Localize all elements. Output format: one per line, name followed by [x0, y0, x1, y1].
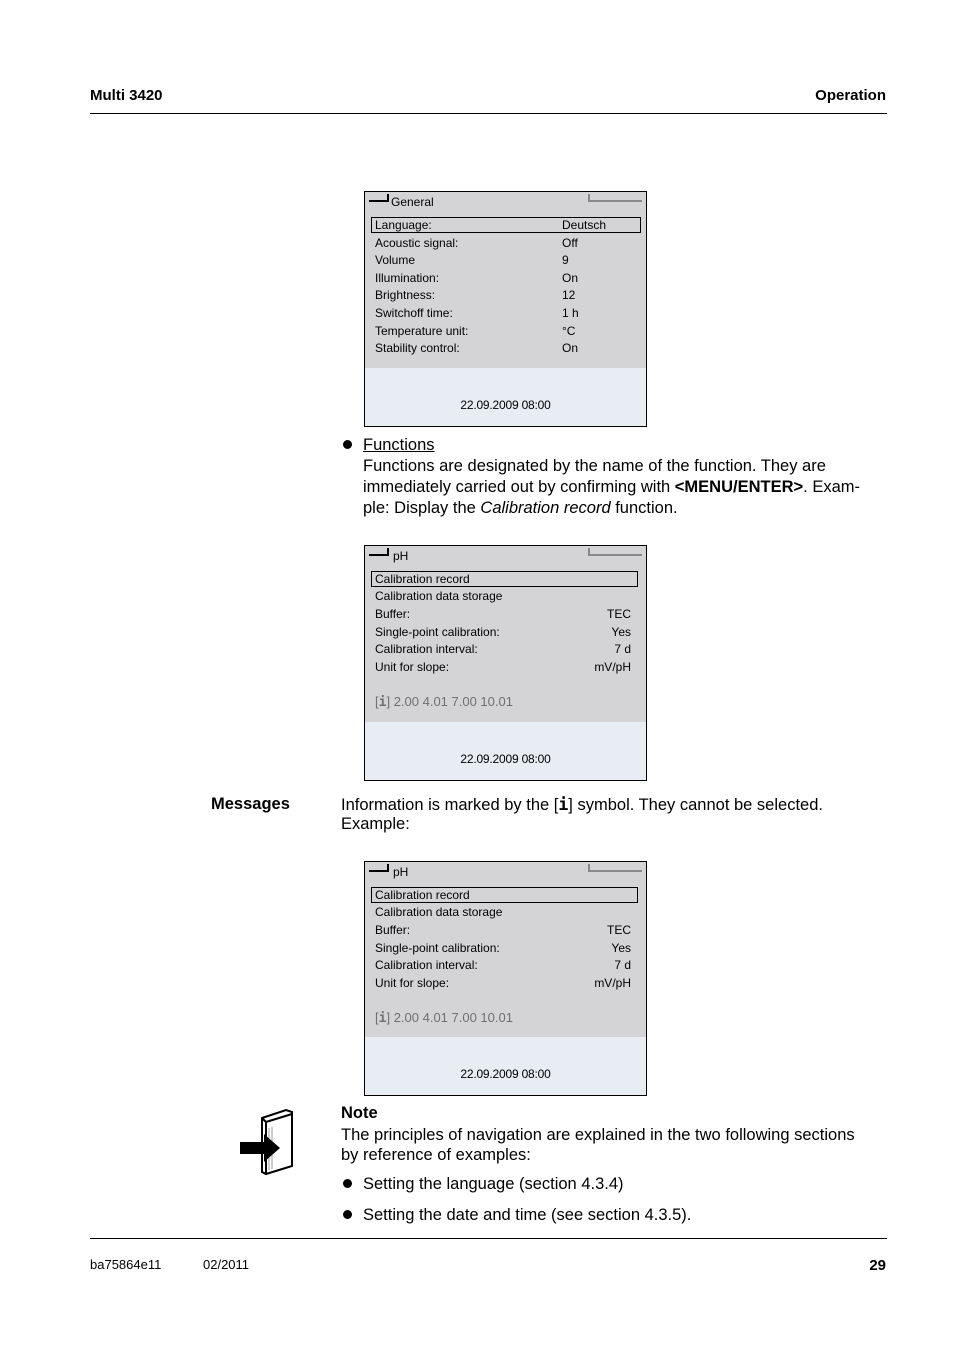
calibration-record-ref: Calibration record — [480, 499, 611, 517]
setting-value: 1 h — [562, 306, 579, 320]
messages-line-1: Information is marked by the [i] symbol. They cannot be selected. — [341, 795, 823, 814]
screen-datetime: 22.09.2009 08:00 — [460, 752, 551, 766]
header-left: Multi 3420 — [90, 87, 163, 104]
menu-label: Calibration interval: — [375, 642, 478, 656]
screen-ph-1 — [364, 545, 647, 781]
functions-line-3: ple: Display the Calibration record function. — [363, 499, 678, 517]
menu-label: Single-point calibration: — [375, 625, 500, 639]
functions-line-1: Functions are designated by the name of the function. They are — [363, 457, 826, 475]
messages-heading: Messages — [211, 795, 290, 813]
setting-value: Off — [562, 236, 578, 250]
header-right: Operation — [815, 87, 886, 104]
screen-general — [364, 191, 647, 427]
messages-line-2: Example: — [341, 815, 410, 833]
setting-label: Brightness: — [375, 288, 436, 302]
menu-value: Yes — [611, 941, 631, 955]
menu-label: Buffer: — [375, 607, 411, 621]
menu-label: Single-point calibration: — [375, 941, 500, 955]
setting-value: Deutsch — [562, 218, 607, 232]
setting-value: On — [562, 341, 579, 355]
screen-tab-title: General — [391, 195, 434, 209]
note-bullet-1: Setting the language (section 4.3.4) — [363, 1175, 624, 1193]
setting-label: Illumination: — [375, 271, 440, 285]
menu-label: Calibration data storage — [375, 589, 503, 603]
setting-value: 9 — [562, 253, 569, 267]
setting-label: Volume — [375, 253, 416, 267]
footer-rule — [90, 1238, 887, 1239]
menu-value: Yes — [611, 625, 631, 639]
screen-tab-title: pH — [393, 865, 409, 879]
screen-tab-title: pH — [393, 549, 409, 563]
menu-label: Unit for slope: — [375, 976, 450, 990]
bullet-dot — [343, 440, 352, 449]
menu-label: Calibration data storage — [375, 905, 503, 919]
menu-label: Calibration record — [375, 572, 470, 586]
functions-title: Functions — [363, 436, 435, 454]
note-line-1: The principles of navigation are explained in the two following sections — [341, 1126, 855, 1144]
footer-date: 02/2011 — [203, 1257, 250, 1272]
menu-label: Unit for slope: — [375, 660, 450, 674]
screen-datetime: 22.09.2009 08:00 — [460, 398, 551, 412]
screen-datetime: 22.09.2009 08:00 — [460, 1067, 551, 1081]
screen-ph-2 — [364, 861, 647, 1096]
bullet-dot — [343, 1179, 352, 1188]
setting-label: Language: — [375, 218, 432, 232]
menu-enter-key: <MENU/ENTER> — [674, 478, 804, 496]
note-heading: Note — [341, 1104, 378, 1122]
menu-label: Calibration interval: — [375, 958, 478, 972]
info-icon: i — [378, 695, 387, 710]
info-message: [i] 2.00 4.01 7.00 10.01 — [375, 1010, 513, 1026]
menu-value: TEC — [607, 923, 631, 937]
setting-value: °C — [562, 324, 576, 338]
note-bullet-2: Setting the date and time (see section 4.3.5). — [363, 1206, 692, 1224]
page-number: 29 — [869, 1257, 886, 1274]
menu-label: Calibration record — [375, 888, 470, 902]
setting-value: On — [562, 271, 579, 285]
menu-value: mV/pH — [594, 976, 631, 990]
setting-value: 12 — [562, 288, 576, 302]
book-arrow-icon — [236, 1108, 298, 1178]
note-line-2: by reference of examples: — [341, 1146, 531, 1164]
footer-doc-id: ba75864e11 — [90, 1257, 162, 1272]
setting-label: Switchoff time: — [375, 306, 453, 320]
setting-label: Stability control: — [375, 341, 460, 355]
menu-value: TEC — [607, 607, 631, 621]
menu-value: mV/pH — [594, 660, 631, 674]
header-rule — [90, 113, 887, 114]
info-message: [i] 2.00 4.01 7.00 10.01 — [375, 694, 513, 710]
functions-line-2: immediately carried out by confirming with <MENU/ENTER>. Exam- — [363, 478, 860, 496]
menu-label: Buffer: — [375, 923, 411, 937]
setting-label: Temperature unit: — [375, 324, 469, 338]
info-icon: i — [378, 1011, 387, 1026]
info-icon: i — [558, 795, 569, 814]
bullet-dot — [343, 1210, 352, 1219]
menu-value: 7 d — [614, 958, 631, 972]
setting-label: Acoustic signal: — [375, 236, 459, 250]
menu-value: 7 d — [614, 642, 631, 656]
